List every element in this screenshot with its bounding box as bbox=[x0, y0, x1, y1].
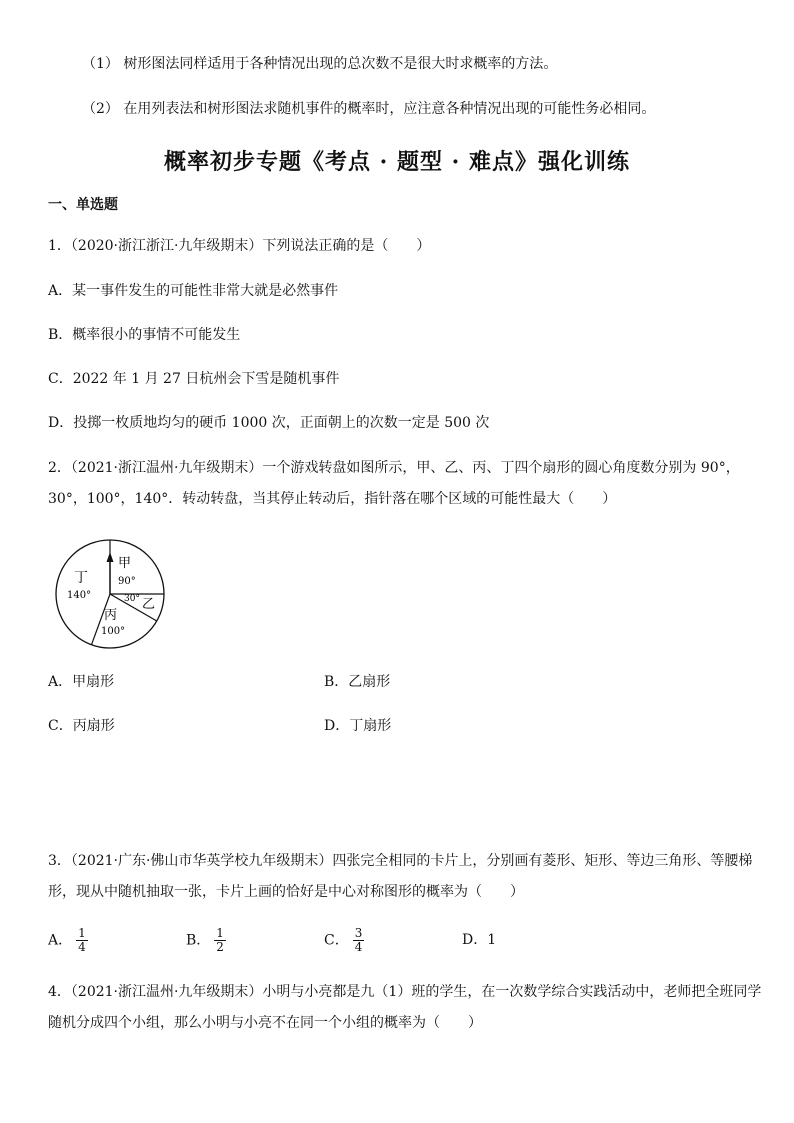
q3-option-c-denominator: 4 bbox=[354, 940, 363, 954]
q3-option-b-prefix: B． bbox=[186, 932, 211, 949]
q3-option-a-denominator: 4 bbox=[78, 940, 86, 954]
sector-angle-yi: 30° bbox=[124, 594, 140, 604]
page-title: 概率初步专题《考点 · 题型 · 难点》强化训练 bbox=[164, 149, 630, 175]
q2-option-c: C．丙扇形 bbox=[48, 718, 115, 734]
sector-label-jia: 甲 bbox=[118, 556, 132, 571]
sector-angle-jia: 90° bbox=[118, 576, 136, 587]
q3-option-d bbox=[462, 930, 496, 950]
q1-option-d: D．投掷一枚质地均匀的硬币 1000 次，正面朝上的次数一定是 500 次 bbox=[48, 415, 490, 431]
q3-option-c bbox=[324, 927, 364, 954]
q3-option-a-numerator: 1 bbox=[78, 926, 86, 940]
q3-option-d-prefix: D． bbox=[462, 932, 488, 948]
sector-label-ding: 丁 bbox=[74, 570, 88, 586]
sector-label-bing: 丙 bbox=[104, 608, 118, 623]
q2-option-a: A．甲扇形 bbox=[48, 674, 115, 690]
q2-stem-line-2: 30°，100°，140°．转动转盘，当其停止转动后，指针落在哪个区域的可能性最大（ ） bbox=[48, 491, 617, 507]
q3-option-b-numerator: 1 bbox=[216, 926, 224, 940]
sector-angle-bing: 100° bbox=[101, 626, 126, 637]
q3-option-a-prefix: A． bbox=[48, 932, 73, 949]
spinner-figure bbox=[52, 538, 170, 650]
q3-option-c-fraction bbox=[353, 927, 365, 954]
q3-option-a-fraction bbox=[76, 927, 88, 954]
q3-option-c-numerator: 3 bbox=[354, 926, 363, 940]
spinner-pointer-head bbox=[107, 552, 114, 562]
note-2: （2） 在用列表法和树形图法求随机事件的概率时，应注意各种情况出现的可能性务必相同。 bbox=[82, 101, 656, 117]
q4-stem-line-1: 4．（2021·浙江温州·九年级期末）小明与小亮都是九（1）班的学生，在一次数学综合实践活动中，老师把全班同学 bbox=[48, 984, 762, 1000]
sector-angle-ding: 140° bbox=[67, 590, 92, 601]
q4-stem-line-2: 随机分成四个小组，那么小明与小亮不在同一个小组的概率为（ ） bbox=[48, 1015, 482, 1031]
q1-option-b: B．概率很小的事情不可能发生 bbox=[48, 327, 241, 343]
q3-option-d-value: 1 bbox=[487, 932, 497, 948]
q3-stem-line-2: 形，现从中随机抽取一张，卡片上画的恰好是中心对称图形的概率为（ ） bbox=[48, 884, 524, 900]
q3-option-b bbox=[186, 927, 226, 954]
q2-stem-line-1: 2．（2021·浙江温州·九年级期末）一个游戏转盘如图所示，甲、乙、丙、丁四个扇形的圆心角度数分别为 90°， bbox=[48, 460, 740, 476]
sector-label-yi: 乙 bbox=[142, 597, 156, 612]
q1-option-c: C．2022 年 1 月 27 日杭州会下雪是随机事件 bbox=[48, 371, 340, 387]
q1-option-a: A．某一事件发生的可能性非常大就是必然事件 bbox=[48, 283, 339, 299]
q2-option-b: B．乙扇形 bbox=[324, 674, 391, 690]
note-1: （1） 树形图法同样适用于各种情况出现的总次数不是很大时求概率的方法。 bbox=[82, 56, 558, 72]
q3-stem-line-1: 3．（2021·广东·佛山市华英学校九年级期末）四张完全相同的卡片上，分别画有菱形、矩形、等边三角形、等腰梯 bbox=[48, 853, 753, 869]
q1-stem: 1．（2020·浙江浙江·九年级期末）下列说法正确的是（ ） bbox=[48, 238, 431, 254]
q3-option-b-denominator: 2 bbox=[216, 940, 224, 954]
section-heading: 一、单选题 bbox=[48, 197, 118, 213]
q3-option-b-fraction bbox=[214, 927, 226, 954]
q3-option-c-prefix: C． bbox=[324, 932, 349, 949]
q2-option-d: D．丁扇形 bbox=[324, 718, 392, 734]
q3-option-a bbox=[48, 927, 88, 954]
